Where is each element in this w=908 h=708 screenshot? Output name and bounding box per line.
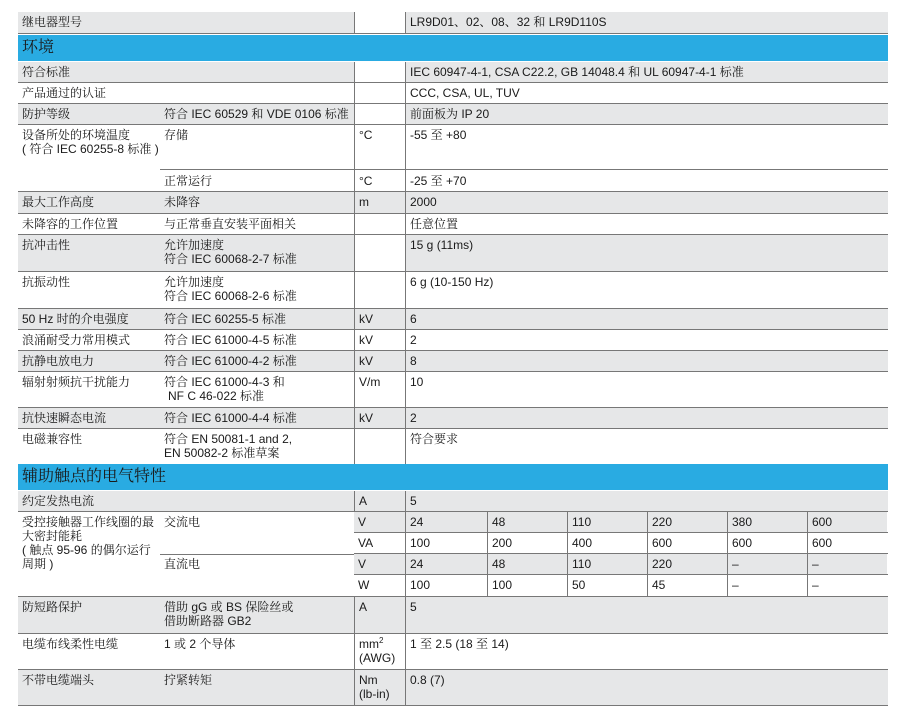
row-value: 2 bbox=[405, 330, 888, 350]
consumption-value: 50 bbox=[567, 575, 647, 596]
row-label: 防短路保护 bbox=[18, 597, 160, 633]
relay-model-value: LR9D01、02、08、32 和 LR9D110S bbox=[405, 12, 888, 33]
row-value: -55 至 +80 bbox=[405, 125, 888, 169]
unit-cell bbox=[354, 83, 405, 103]
consumption-value: 48 bbox=[487, 554, 567, 574]
consumption-dc-label: 直流电 bbox=[164, 557, 201, 571]
unit-cell bbox=[354, 214, 405, 234]
consumption-value: 600 bbox=[727, 533, 807, 553]
consumption-grid bbox=[354, 512, 888, 596]
env-row-shock bbox=[18, 235, 888, 272]
consumption-value: – bbox=[727, 575, 807, 596]
consumption-unit: V bbox=[354, 512, 405, 532]
row-unit: m bbox=[354, 192, 405, 213]
row-unit bbox=[354, 634, 405, 669]
row-unit-line1: Nm bbox=[359, 673, 378, 687]
env-row-altitude bbox=[18, 192, 888, 214]
consumption-value: 45 bbox=[647, 575, 727, 596]
consumption-value: 600 bbox=[647, 533, 727, 553]
consumption-value: 100 bbox=[487, 575, 567, 596]
row-label-line1: 设备所处的环境温度 bbox=[22, 128, 131, 142]
row-label: 浪涌耐受力常用模式 bbox=[22, 333, 131, 347]
unit-cell bbox=[354, 272, 405, 308]
unit-cell bbox=[354, 62, 405, 82]
row-label-line2: ( 符合 IEC 60255-8 标准 ) bbox=[22, 142, 159, 156]
row-value: 6 g (10-150 Hz) bbox=[405, 272, 888, 308]
row-value: 8 bbox=[405, 351, 888, 371]
row-condition-line1: 符合 IEC 61000-4-3 和 bbox=[164, 375, 285, 389]
env-row-vibration bbox=[18, 272, 888, 309]
consumption-row bbox=[354, 554, 888, 575]
row-label bbox=[18, 125, 160, 169]
row-label: 不带电缆端头 bbox=[18, 670, 160, 705]
consumption-value: 220 bbox=[647, 512, 727, 532]
consumption-unit: W bbox=[354, 575, 405, 596]
row-label: 抗静电放电力 bbox=[18, 351, 160, 371]
row-condition-line1: 借助 gG 或 BS 保险丝或 bbox=[164, 600, 294, 614]
unit-superscript: 2 bbox=[379, 636, 384, 645]
row-value: -25 至 +70 bbox=[405, 169, 888, 191]
row-value: 2000 bbox=[405, 192, 888, 213]
consumption-row bbox=[354, 575, 888, 596]
row-unit bbox=[354, 670, 405, 705]
row-unit-line1 bbox=[359, 637, 401, 651]
consumption-value: 100 bbox=[405, 575, 487, 596]
row-condition-line2: 符合 IEC 60068-2-7 标准 bbox=[164, 252, 297, 266]
consumption-unit: V bbox=[354, 554, 405, 574]
unit-cell bbox=[354, 235, 405, 271]
consumption-ac-label: 交流电 bbox=[164, 515, 201, 529]
row-unit-line2: (lb-in) bbox=[359, 687, 390, 701]
unit-cell bbox=[354, 12, 405, 33]
env-row-standards bbox=[18, 62, 888, 83]
row-label: 辐射射频抗干扰能力 bbox=[22, 375, 131, 389]
row-unit: kV bbox=[354, 330, 405, 350]
consumption-label-line4: 周期 ) bbox=[22, 557, 54, 571]
row-label: 抗冲击性 bbox=[18, 235, 160, 271]
row-unit: kV bbox=[354, 351, 405, 371]
consumption-value: 110 bbox=[567, 512, 647, 532]
row-label: 50 Hz 时的介电强度 bbox=[18, 309, 160, 329]
row-condition bbox=[160, 235, 354, 271]
consumption-value: – bbox=[807, 554, 887, 574]
aux-row-thermal-current bbox=[18, 491, 888, 512]
row-condition: 符合 IEC 60255-5 标准 bbox=[160, 309, 354, 329]
row-condition bbox=[160, 429, 354, 464]
row-value: 15 g (11ms) bbox=[405, 235, 888, 271]
row-value: 任意位置 bbox=[405, 214, 888, 234]
consumption-value: 200 bbox=[487, 533, 567, 553]
row-value: 10 bbox=[405, 372, 888, 407]
consumption-unit: VA bbox=[354, 533, 405, 553]
consumption-label bbox=[18, 512, 160, 596]
section-environment: 环境 bbox=[18, 35, 888, 61]
row-condition: 符合 IEC 61000-4-5 标准 bbox=[164, 333, 297, 347]
row-value: 5 bbox=[405, 491, 888, 511]
row-condition: 符合 IEC 60529 和 VDE 0106 标准 bbox=[160, 104, 354, 124]
row-unit: kV bbox=[354, 408, 405, 428]
row-condition: 存储 bbox=[164, 128, 189, 142]
aux-row-cabling bbox=[18, 634, 888, 670]
row-label: 抗振动性 bbox=[22, 275, 71, 289]
consumption-value: 380 bbox=[727, 512, 807, 532]
unit-mm: mm bbox=[359, 637, 379, 651]
row-label: 未降容的工作位置 bbox=[22, 217, 119, 231]
row-condition: 与正常垂直安装平面相关 bbox=[164, 217, 297, 231]
row-label: 抗快速瞬态电流 bbox=[18, 408, 160, 428]
row-unit: A bbox=[354, 491, 405, 511]
row-label: 电磁兼容性 bbox=[22, 432, 83, 446]
divider bbox=[160, 554, 354, 555]
env-row-surge bbox=[18, 330, 888, 351]
row-label: 产品通过的认证 bbox=[22, 86, 107, 100]
row-condition: 1 或 2 个导体 bbox=[164, 637, 236, 651]
consumption-value: – bbox=[727, 554, 807, 574]
row-condition: 未降容 bbox=[160, 192, 354, 213]
label-spacer bbox=[18, 169, 160, 191]
row-label: 约定发热电流 bbox=[18, 491, 354, 511]
consumption-value: 100 bbox=[405, 533, 487, 553]
row-condition-line2: 符合 IEC 60068-2-6 标准 bbox=[164, 289, 297, 303]
row-value: 0.8 (7) bbox=[405, 670, 888, 705]
env-row-radiated bbox=[18, 372, 888, 408]
consumption-value: – bbox=[807, 575, 887, 596]
row-value: 6 bbox=[405, 309, 888, 329]
row-value: 1 至 2.5 (18 至 14) bbox=[405, 634, 888, 669]
row-value: 符合要求 bbox=[405, 429, 888, 464]
consumption-value: 600 bbox=[807, 512, 887, 532]
aux-row-short-circuit bbox=[18, 597, 888, 634]
row-condition: 符合 IEC 61000-4-4 标准 bbox=[160, 408, 354, 428]
row-value: 2 bbox=[405, 408, 888, 428]
row-unit: V/m bbox=[354, 372, 405, 407]
row-condition bbox=[160, 372, 354, 407]
row-unit: °C bbox=[354, 169, 405, 191]
consumption-value: 400 bbox=[567, 533, 647, 553]
consumption-value: 600 bbox=[807, 533, 887, 553]
env-row-fast-transient bbox=[18, 408, 888, 429]
section-aux-contacts: 辅助触点的电气特性 bbox=[18, 464, 888, 490]
consumption-label-line1: 受控接触器工作线圈的最 bbox=[22, 515, 155, 529]
unit-cell bbox=[354, 429, 405, 464]
row-label: 防护等级 bbox=[18, 104, 160, 124]
row-label: 符合标准 bbox=[18, 62, 354, 82]
row-label: 电缆布线柔性电缆 bbox=[22, 637, 119, 651]
row-unit: A bbox=[354, 597, 405, 633]
row-condition: 拧紧转矩 bbox=[160, 670, 354, 705]
row-unit: kV bbox=[354, 309, 405, 329]
row-condition bbox=[160, 272, 354, 308]
relay-model-row bbox=[18, 12, 888, 34]
row-value: CCC, CSA, UL, TUV bbox=[405, 83, 888, 103]
consumption-value: 24 bbox=[405, 554, 487, 574]
unit-cell bbox=[354, 104, 405, 124]
row-condition: 正常运行 bbox=[164, 174, 213, 188]
row-condition-line1: 符合 EN 50081-1 and 2, bbox=[164, 432, 293, 446]
row-unit: °C bbox=[354, 125, 405, 169]
env-row-esd bbox=[18, 351, 888, 372]
consumption-value: 48 bbox=[487, 512, 567, 532]
row-condition-line2: 借助断路器 GB2 bbox=[164, 614, 252, 628]
row-label: 最大工作高度 bbox=[18, 192, 160, 213]
row-condition-line1: 允许加速度 bbox=[164, 275, 225, 289]
aux-consumption-block bbox=[18, 512, 888, 597]
env-row-certifications bbox=[18, 83, 888, 104]
consumption-row bbox=[354, 512, 888, 533]
row-condition-line1: 允许加速度 bbox=[164, 238, 225, 252]
env-row-dielectric bbox=[18, 309, 888, 330]
env-row-protection bbox=[18, 104, 888, 125]
row-unit-line2: (AWG) bbox=[359, 651, 396, 665]
row-condition-line2: EN 50082-2 标准草案 bbox=[164, 446, 280, 460]
env-row-emc bbox=[18, 429, 888, 464]
consumption-value: 110 bbox=[567, 554, 647, 574]
env-row-ambient-operation bbox=[18, 169, 888, 192]
consumption-label-line3: ( 触点 95-96 的偶尔运行 bbox=[22, 543, 151, 557]
consumption-value: 24 bbox=[405, 512, 487, 532]
env-row-position bbox=[18, 214, 888, 235]
row-value: 5 bbox=[405, 597, 888, 633]
row-condition: 符合 IEC 61000-4-2 标准 bbox=[160, 351, 354, 371]
row-value: IEC 60947-4-1, CSA C22.2, GB 14048.4 和 UL 60947-4-1 标准 bbox=[405, 62, 888, 82]
consumption-row bbox=[354, 533, 888, 554]
consumption-label-line2: 大密封能耗 bbox=[22, 529, 83, 543]
row-condition bbox=[160, 597, 354, 633]
row-condition-line2: NF C 46-022 标准 bbox=[168, 389, 265, 403]
consumption-value: 220 bbox=[647, 554, 727, 574]
env-row-ambient-storage bbox=[18, 125, 888, 169]
row-value: 前面板为 IP 20 bbox=[405, 104, 888, 124]
aux-row-torque bbox=[18, 670, 888, 706]
relay-model-label: 继电器型号 bbox=[18, 12, 354, 33]
